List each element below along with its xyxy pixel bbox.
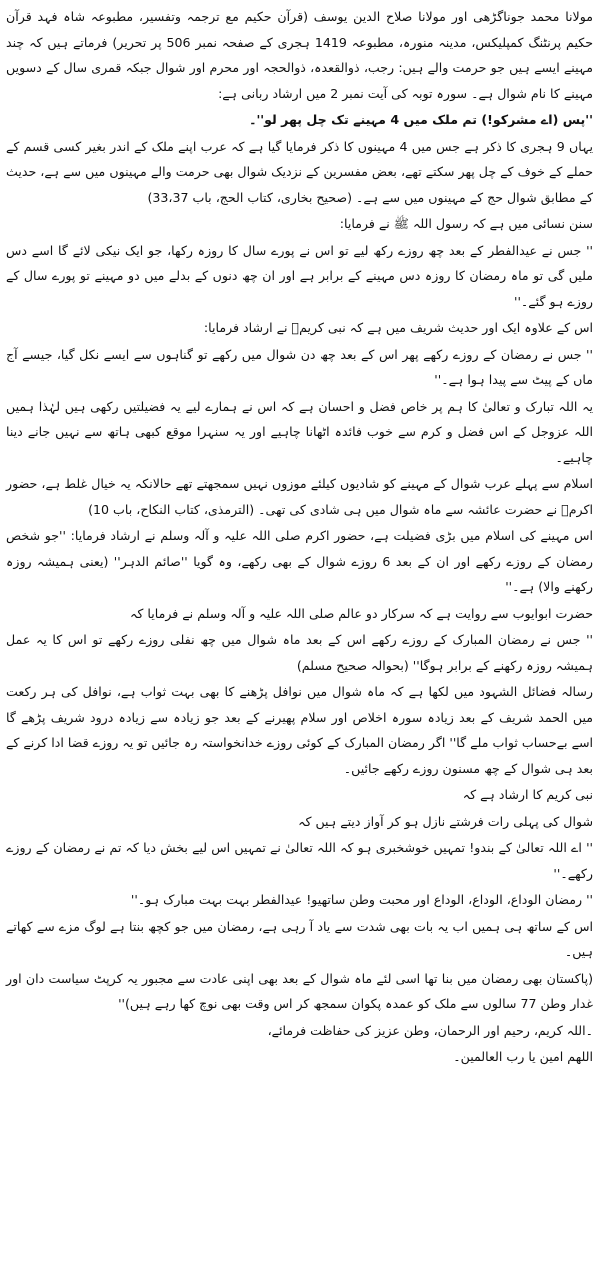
paragraph-hadith-intro-2: اس کے علاوہ ایک اور حدیث شریف میں ہے کہ نبی کریمؐ نے ارشاد فرمایا: [203, 320, 593, 335]
paragraph-prophet-saying: نبی کریم کا ارشاد ہے کہ [462, 787, 593, 802]
hadith-quote-2: '' جس نے رمضان کے روزے رکھے پھر اس کے بعد چھ دن شوال میں رکھے تو گناہوں سے ایسے نکل گیا، جیسے آج ماں کے پیٹ سے پیدا ہوا ہے۔'' [6, 346, 593, 387]
paragraph-ameen: اللھم امین یا رب العالمین۔ [453, 1049, 593, 1064]
hadith-quote-1: '' جس نے عیدالفطر کے بعد چھ روزے رکھ لیے تو اس نے پورے سال کا روزہ رکھا، جو ایک نیکی لائے گا اسے دس ملیں گی تو ماہ رمضان کا روزہ دس مہینے کے برابر ہے اور ان چھ دنوں کے بدلے میں دو مہینے تو پورے سال کے روزے ہو گئے۔'' [6, 242, 593, 309]
paragraph-nasai-intro: سنن نسائی میں ہے کہ رسول اللہ ﷺ نے فرمایا: [339, 216, 593, 231]
paragraph-marriage: اسلام سے پہلے عرب شوال کے مہینے کو شادیوں کیلئے موزوں نہیں سمجھتے تھے حالانکہ یہ خیال غلط ہے، حضور اکرمؐ نے حضرت عائشہ سے ماہ شوال میں ہی شادی کی تھی۔ (الترمذی، کتاب النکاح، باب 10) [6, 476, 593, 517]
paragraph-nawafil: رسالہ فضائل الشہود میں لکھا ہے کہ ماہ شوال میں نوافل پڑھنے کا بھی بہت ثواب ہے، نوافل کی ہر رکعت میں الحمد شریف کے بعد زیادہ سورہ اخلاص اور سلام پھیرنے کے بعد جو زیادہ سے زیادہ درود شریف پڑھے گا اسے بےحساب ثواب ملے گا'' اگر رمضان المبارک کے کوئی روزے خدانخواستہ رہ جائیں تو یہ روزے قضا ادا کرنے کے بعد ہی شوال کے چھ مسنون روزے رکھے جائیں۔ [6, 684, 593, 776]
quran-quote: ''پس (اے مشرکو!) تم ملک میں 4 مہینے تک چل پھر لو''۔ [249, 112, 593, 127]
paragraph-virtue: یہ اللہ تبارک و تعالیٰ کا ہم پر خاص فضل و احسان ہے کہ اس نے ہمارے لیے یہ فضیلتیں رکھی ہیں لہٰذا ہمیں اللہ عزوجل کے اس فضل و کرم سے خوب فائدہ اٹھانا چاہیے اور یہ سنہرا موقع کبھی ہاتھ سے نہیں جانے دینا چاہیے۔ [6, 398, 593, 465]
angels-quote: '' اے اللہ تعالیٰ کے بندو! تمہیں خوشخبری ہو کہ اللہ تعالیٰ نے تمہیں اس لیے بخش دیا کہ تم نے رمضان کے روزے رکھے۔'' [6, 840, 593, 881]
paragraph-explanation: یہاں 9 ہجری کا ذکر ہے جس میں 4 مہینوں کا ذکر فرمایا گیا ہے کہ عرب اپنے ملک کے اندر بغیر کسی قسم کے حملے کے خوف کے چل پھر سکتے تھے، بعض مفسرین کے نزدیک شوال بھی حرمت والے مہینوں میں سے ہے، حدیث کے مطابق شوال حج کے مہینوں میں سے ہے۔ (صحیح بخاری، کتاب الحج، باب 33،37) [6, 138, 593, 205]
paragraph-saim-ud-dahr: اس مہینے کی اسلام میں بڑی فضیلت ہے، حضور اکرم صلی اللہ علیہ و آلہ وسلم نے ارشاد فرمایا: ''جو شخص رمضان کے روزے رکھے اور ان کے بعد 6 روزے شوال کے بھی رکھے، وہ گویا ''صائم الدہر'' (یعنی ہمیشہ روزہ رکھنے والا) ہے۔'' [6, 528, 593, 594]
farewell-quote: '' رمضان الوداع، الوداع، الوداع اور محبت وطن ساتھیو! عیدالفطر بہت بہت مبارک ہو۔'' [130, 892, 593, 907]
paragraph-abu-ayyub-intro: حضرت ابوایوب سے روایت ہے کہ سرکار دو عالم صلی اللہ علیہ و آلہ وسلم نے فرمایا کہ [130, 605, 593, 621]
hadith-quote-3: '' جس نے رمضان المبارک کے روزے رکھے اس کے بعد ماہ شوال میں چھ نفلی روزے رکھے تو اس کا یہ عمل ہمیشہ روزہ رکھنے کے برابر ہوگا'' (بحوالہ صحیح مسلم) [6, 632, 593, 673]
paragraph-first-night: شوال کی پہلی رات فرشتے نازل ہو کر آواز دیتے ہیں کہ [298, 813, 593, 829]
paragraph-prayer: ۔اللہ کریم، رحیم اور الرحمان، وطن عزیز کی حفاظت فرمائے، [267, 1022, 593, 1038]
paragraph-source-citation: مولانا محمد جوناگڑھی اور مولانا صلاح الدین یوسف (قرآن حکیم مع ترجمہ وتفسیر، مطبوعہ شاہ فہد قرآن حکیم پرنٹنگ کمپلیکس، مدینہ منورہ، مطبوعہ 1419 ہجری کے صفحہ نمبر 506 پر تحریر) فرماتے ہیں کہ چند مہینے ایسے ہیں جو حرمت والے ہیں: رجب، ذوالقعدہ، ذوالحجہ اور محرم اور شوال جبکہ قمری سال کے دسویں مہینے کا نام شوال ہے۔ سورہ توبہ کی آیت نمبر 2 میں ارشاد ربانی ہے: [6, 9, 593, 101]
paragraph-remembrance: اس کے ساتھ ہی ہمیں اب یہ بات بھی شدت سے یاد آ رہی ہے، رمضان میں جو کچھ بنتا ہے لوگ مزے سے کھاتے ہیں۔ [6, 918, 593, 959]
paragraph-pakistan: (پاکستان بھی رمضان میں بنا تھا اسی لئے ماہ شوال کے بعد بھی اپنی عادت سے مجبور یہ کرپٹ سیاست دان اور غدار وطن 77 سالوں سے ملک کو عمدہ پکوان سمجھ کر اس وقت بھی نوچ کھا رہے ہیں)'' [6, 970, 593, 1011]
